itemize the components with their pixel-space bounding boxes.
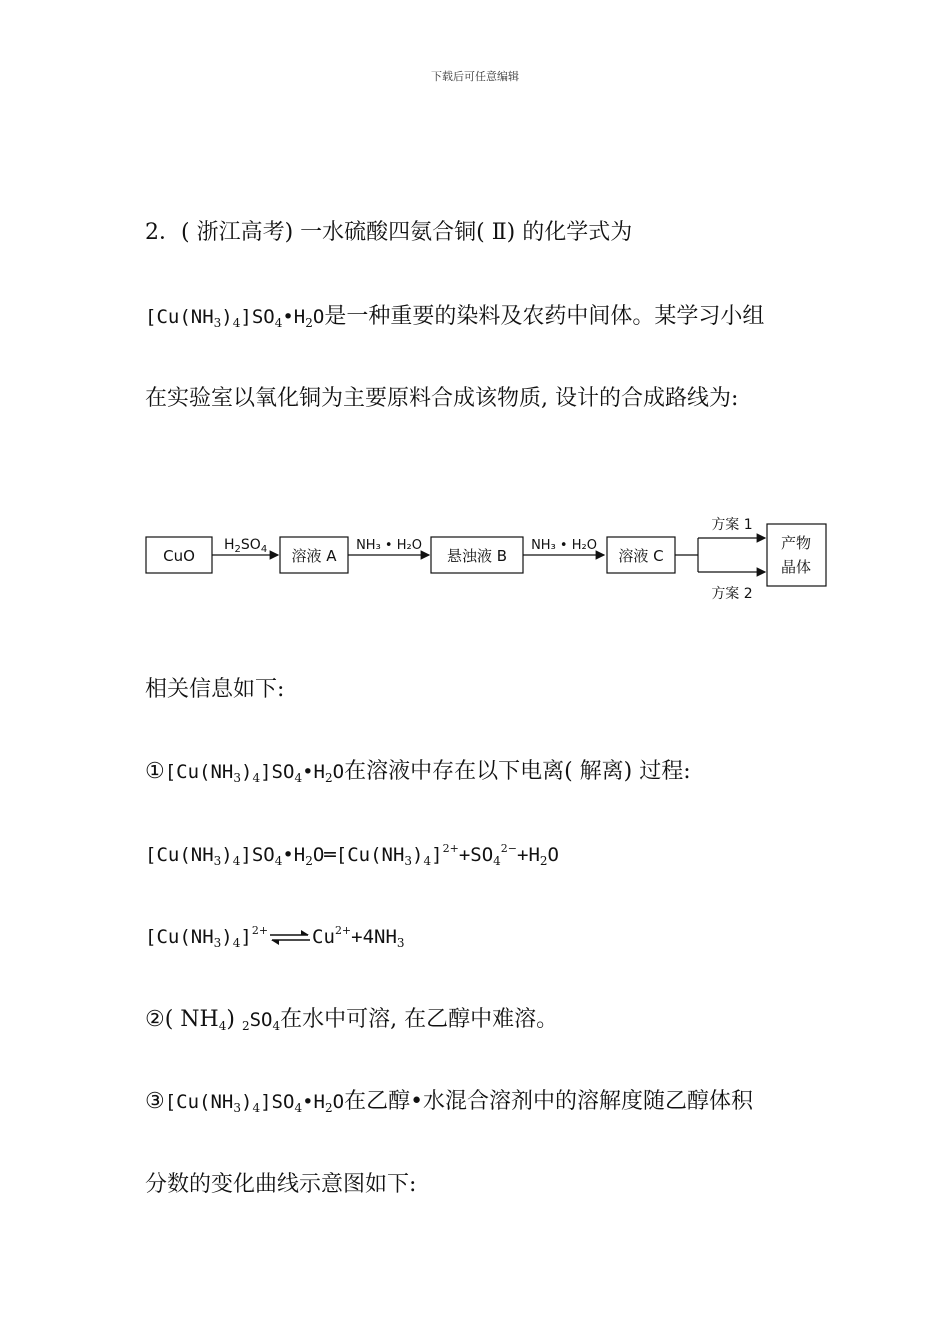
node-product-label: 产物: [780, 534, 812, 552]
node-crystal-label: 晶体: [780, 558, 812, 576]
node-solution-a-label: 溶液 A: [291, 547, 337, 565]
info-item-3: $③[Cu(NH_3)_4]SO_4•H_2O$在乙醇•水混合溶剂中的溶解度随乙醇体积: [145, 1089, 754, 1115]
info-item-1: $①[Cu(NH_3)_4]SO_4•H_2O$在溶液中存在以下电离( 解离) 过程:: [145, 759, 691, 785]
question-line-2: $[Cu(NH_3)_4]SO_4•H_2O$是一种重要的染料及农药中间体。某学习小组: [145, 304, 765, 330]
arrow-2-label: NH₃ • H₂O: [356, 538, 422, 553]
node-solution-c-label: 溶液 C: [618, 547, 664, 565]
page-header: 下载后可任意编辑: [431, 70, 519, 83]
arrow-3-label: NH₃ • H₂O: [531, 538, 597, 553]
synthesis-flowchart: [140, 508, 840, 608]
plan-1-label: 方案 1: [711, 517, 753, 533]
equilibrium-arrow-icon: [268, 929, 312, 945]
plan-2-label: 方案 2: [711, 586, 753, 602]
node-suspension-b-label: 悬浊液 B: [446, 547, 508, 565]
equation-2: $[Cu(NH_3)_4]^{2+}$ $Cu^{2+}+4NH_3$: [145, 924, 405, 950]
info-item-3-continued: 分数的变化曲线示意图如下:: [145, 1172, 417, 1197]
info-heading: 相关信息如下:: [145, 677, 285, 702]
node-cuo-label: CuO: [163, 547, 195, 565]
question-line-1: 2．( 浙江高考) 一水硫酸四氨合铜( Ⅱ) 的化学式为: [145, 220, 633, 245]
equation-1: $[Cu(NH_3)_4]SO_4•H_2O═[Cu(NH_3)_4]^{2+}+SO_4^{2-}+H_2O$: [145, 842, 559, 868]
info-item-2: ②( $NH_4$) $_2SO_4$在水中可溶, 在乙醇中难溶。: [145, 1007, 559, 1033]
question-line-3: 在实验室以氧化铜为主要原料合成该物质, 设计的合成路线为:: [145, 386, 739, 411]
arrow-1-label: $H_2SO_4$: [224, 537, 268, 555]
